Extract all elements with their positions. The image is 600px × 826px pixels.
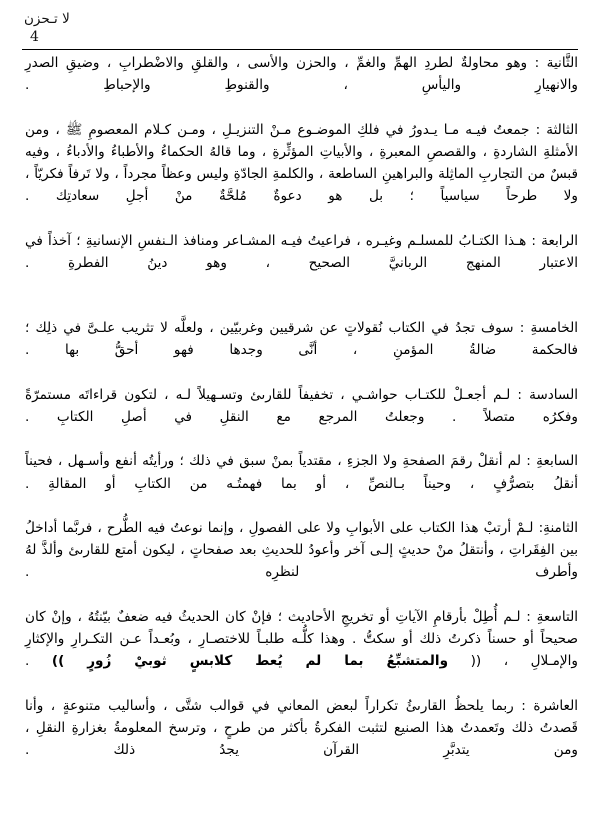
paragraph-khamisa: الخامسةِ : سوف تجدُ في الكتاب نُقولاتٍ عن شرقيين وغربيّين ، ولعلَّه لا تثريب علـىَّ في ذلِك ؛ فالحكمة ضالةُ المؤمنِ ، أنَّى وجدها فهو أحقُّ بها . bbox=[25, 320, 578, 359]
paragraph-sadisa: السادسة : لـم أجعـلْ للكتـاب حواشـي ، تخفيفاً للقارىئ وتسـهيلاً لـه ، لتكون قراءاتَه مستمرّةً وفكرُه متصلاً . وجعلتُ المرجع مع النقلِ في أصلِ الكتابِ . bbox=[25, 386, 578, 426]
running-title: لا تـحزن bbox=[24, 11, 70, 27]
paragraph-tasia-text-before: التاسعةِ : لـم أُطِلْ بأرقامِ الآياتِ أو تخريجِ الأحاديث ؛ فإنْ كان الحديثُ فيه ضعفٌ بيّنتُهُ ، وإنْ كان صحيحاً أو حسناً ذكرتُ ذلك أو سكتُّ . وهذا كلُّـه طلبـاً للاختصـارِ ، وبُعـداً عـن التكـرارِ والإكثارِ والإمـلالِ ، (( bbox=[25, 608, 578, 670]
paragraph-tasia bbox=[25, 606, 578, 695]
paragraph-ashira: العاشرة : ربما يلحظُ القارىئُ تكراراً لبعض المعاني في قوالب شتَّى ، وأساليب متنوعةٍ ، وأنا قَصدتُ ذلك وتَعمدتُ هذا الصنيع لتثبت الفكرةُ بأكثر من طرحٍ ، وترسخ المعلومةُ بغزارةِ النقلِ ، ومن يتدبَّرِ القرآن يجدُ ذلك . bbox=[25, 697, 578, 759]
paragraph-thamina: الثامنةِ: لـمْ أرتبْ هذا الكتاب على الأبوابِ ولا على الفصولِ ، وإنما نوعتُ فيه الطُّرح ، فربَّما أداخلُ بين الفِقَراتِ ، وأنتقلُ منْ حديثٍ إلـى آخر وأعودُ للحديثِ بعد صفحاتٍ ، ليكون أمتع للقارىئ وألذَّ لهُ وأطرف لنظرِه . bbox=[25, 520, 578, 581]
page-number: 4 bbox=[30, 29, 39, 45]
page-header bbox=[0, 0, 600, 47]
paragraph-thalitha: الثالثة : جمعتُ فيـه مـا يـدورُ في فلكِ الموضـوع مـنْ التنزيـلِ ، ومـن كـلام المعصومِ ﷺ ، ومن الأمثلةِ الشاردةِ ، والقصصِ المعبرةِ ، والأبياتِ المؤثِّرةِ ، وما قالهُ الحكماءُ والأطباءُ والأدباءُ ، وفيه قبسٌ من التجاربِ الماثِلة والبراهينِ الساطعة ، والكلمةِ الجادّةِ وليس وعظاً مجرداً ، ولا تَرفاً فكريّاً ، ولا طرحاً سياسياً ؛ بل هو دعوةٌ مُلحَّةٌ منْ أجلِ سعادتِك . bbox=[25, 121, 578, 205]
page-body bbox=[0, 50, 600, 784]
paragraph-tasia-text-after: . bbox=[25, 653, 52, 670]
hadith-quote-bold: والمتشبِّعُ بما لم يُعط كلابسٍ ثوبيْ زُورٍ )) bbox=[51, 653, 449, 670]
paragraph-sabia: السابعةِ : لم أنقلْ رقمَ الصفحةِ ولا الجزءِ ، مقتدياً بمنْ سبق في ذلك ؛ ورأيتُه أنفع وأسـهل ، فحيناً أنقلُ بتصرُّفٍ ، وحيناً بـالنصِّ ، أو بما فهمتُـه من الكتابِ أو المقالةِ . bbox=[25, 453, 578, 492]
paragraph-thaniya: الثَّانية : وهو محاولةٌ لطردِ الهمِّ والغمِّ ، والحزن والأسى ، والقلقِ والاضْطرابِ ، وضيقِ الصدرِ والانهيارِ واليأسِ ، والقنوطِ والإحباطِ . bbox=[25, 55, 578, 94]
paragraph-rabia: الرابعة : هـذا الكتـابُ للمسلـم وغيـره ، فراعيتُ فيـه المشـاعر ومنافذ الـنفسِ الإنسانيةِ ؛ آخذاً في الاعتبار المنهج الربانيَّ الصحيح ، وهو دينُ الفطرةِ . bbox=[25, 232, 578, 271]
